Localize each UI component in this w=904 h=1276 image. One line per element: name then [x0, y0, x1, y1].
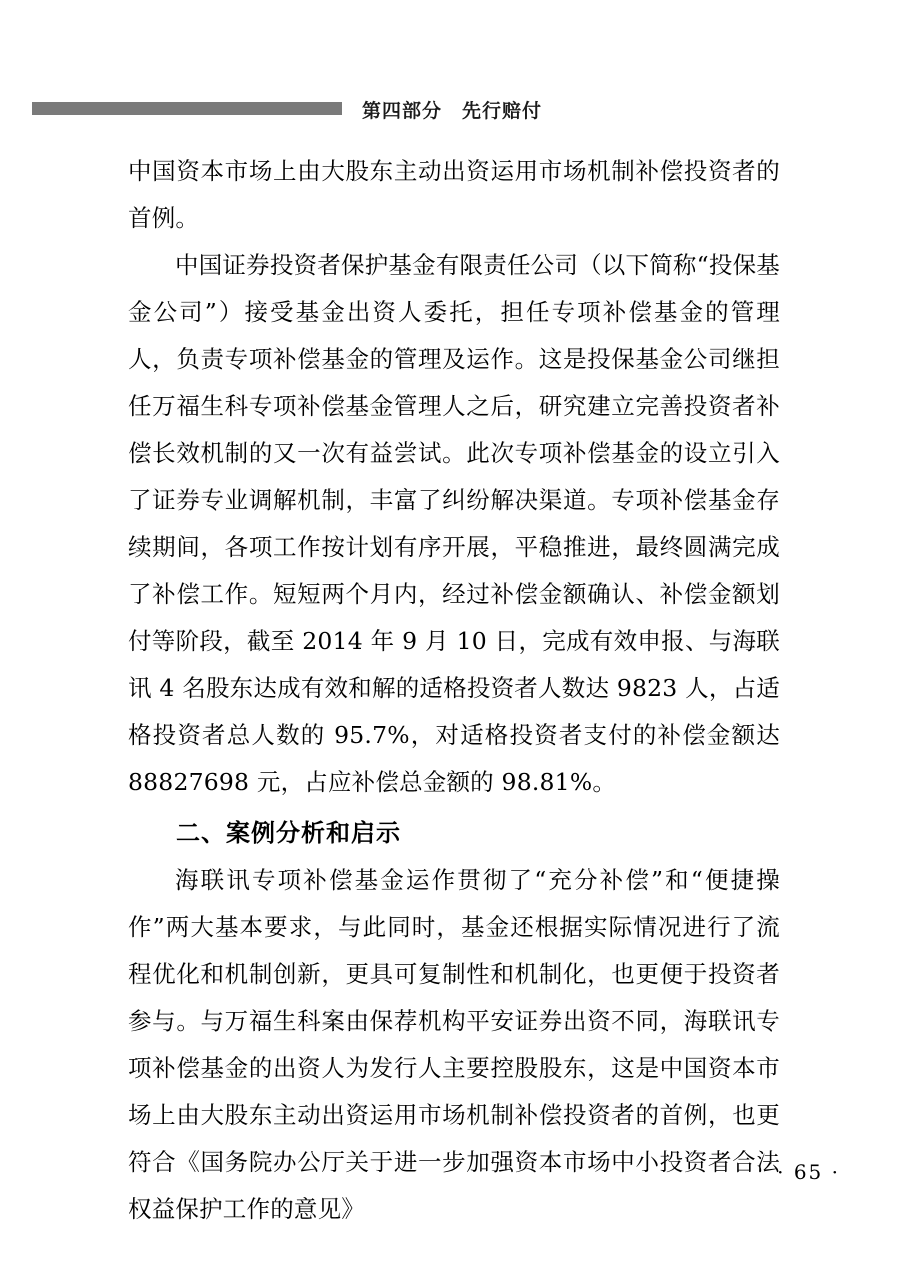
header-title: 第四部分 先行赔付	[361, 100, 542, 122]
paragraph-fund-management: 中国证券投资者保护基金有限责任公司（以下简称“投保基金公司”）接受基金出资人委托，担任专项补偿基金的管理人，负责专项补偿基金的管理及运作。这是投保基金公司继担任万福生科专项补偿基金管理人之后，研究建立完善投资者补偿长效机制的又一次有益尝试。此次专项补偿基金的设立引入了证券专业调解机制，丰富了纠纷解决渠道。专项补偿基金存续期间，各项工作按计划有序开展，平稳推进，最终圆满完成了补偿工作。短短两个月内，经过补偿金额确认、补偿金额划付等阶段，截至 2014 年 9 月 10 日，完成有效申报、与海联讯 4 名股东达成有效和解的适格投资者人数达 9823 人，占适格投资者总人数的 95.7%，对适格投资者支付的补偿金额达 88827698 元，占应补偿总金额的 98.81%。	[128, 251, 780, 796]
page-number: · 65 ·	[777, 1160, 840, 1184]
paragraph-case-analysis: 海联讯专项补偿基金运作贯彻了“充分补偿”和“便捷操作”两大基本要求，与此同时，基金还根据实际情况进行了流程优化和机制创新，更具可复制性和机制化，也更便于投资者参与。与万福生科案由保荐机构平安证券出资不同，海联讯专项补偿基金的出资人为发行人主要控股股东，这是中国资本市场上由大股东主动出资运用市场机制补偿投资者的首例，也更符合《国务院办公厅关于进一步加强资本市场中小投资者合法权益保护工作的意见》	[128, 866, 780, 1223]
page-content	[128, 148, 780, 1233]
paragraph-continued: 中国资本市场上由大股东主动出资运用市场机制补偿投资者的首例。	[128, 157, 780, 232]
section-heading: 二、案例分析和启示	[176, 819, 401, 847]
running-header	[32, 96, 872, 122]
